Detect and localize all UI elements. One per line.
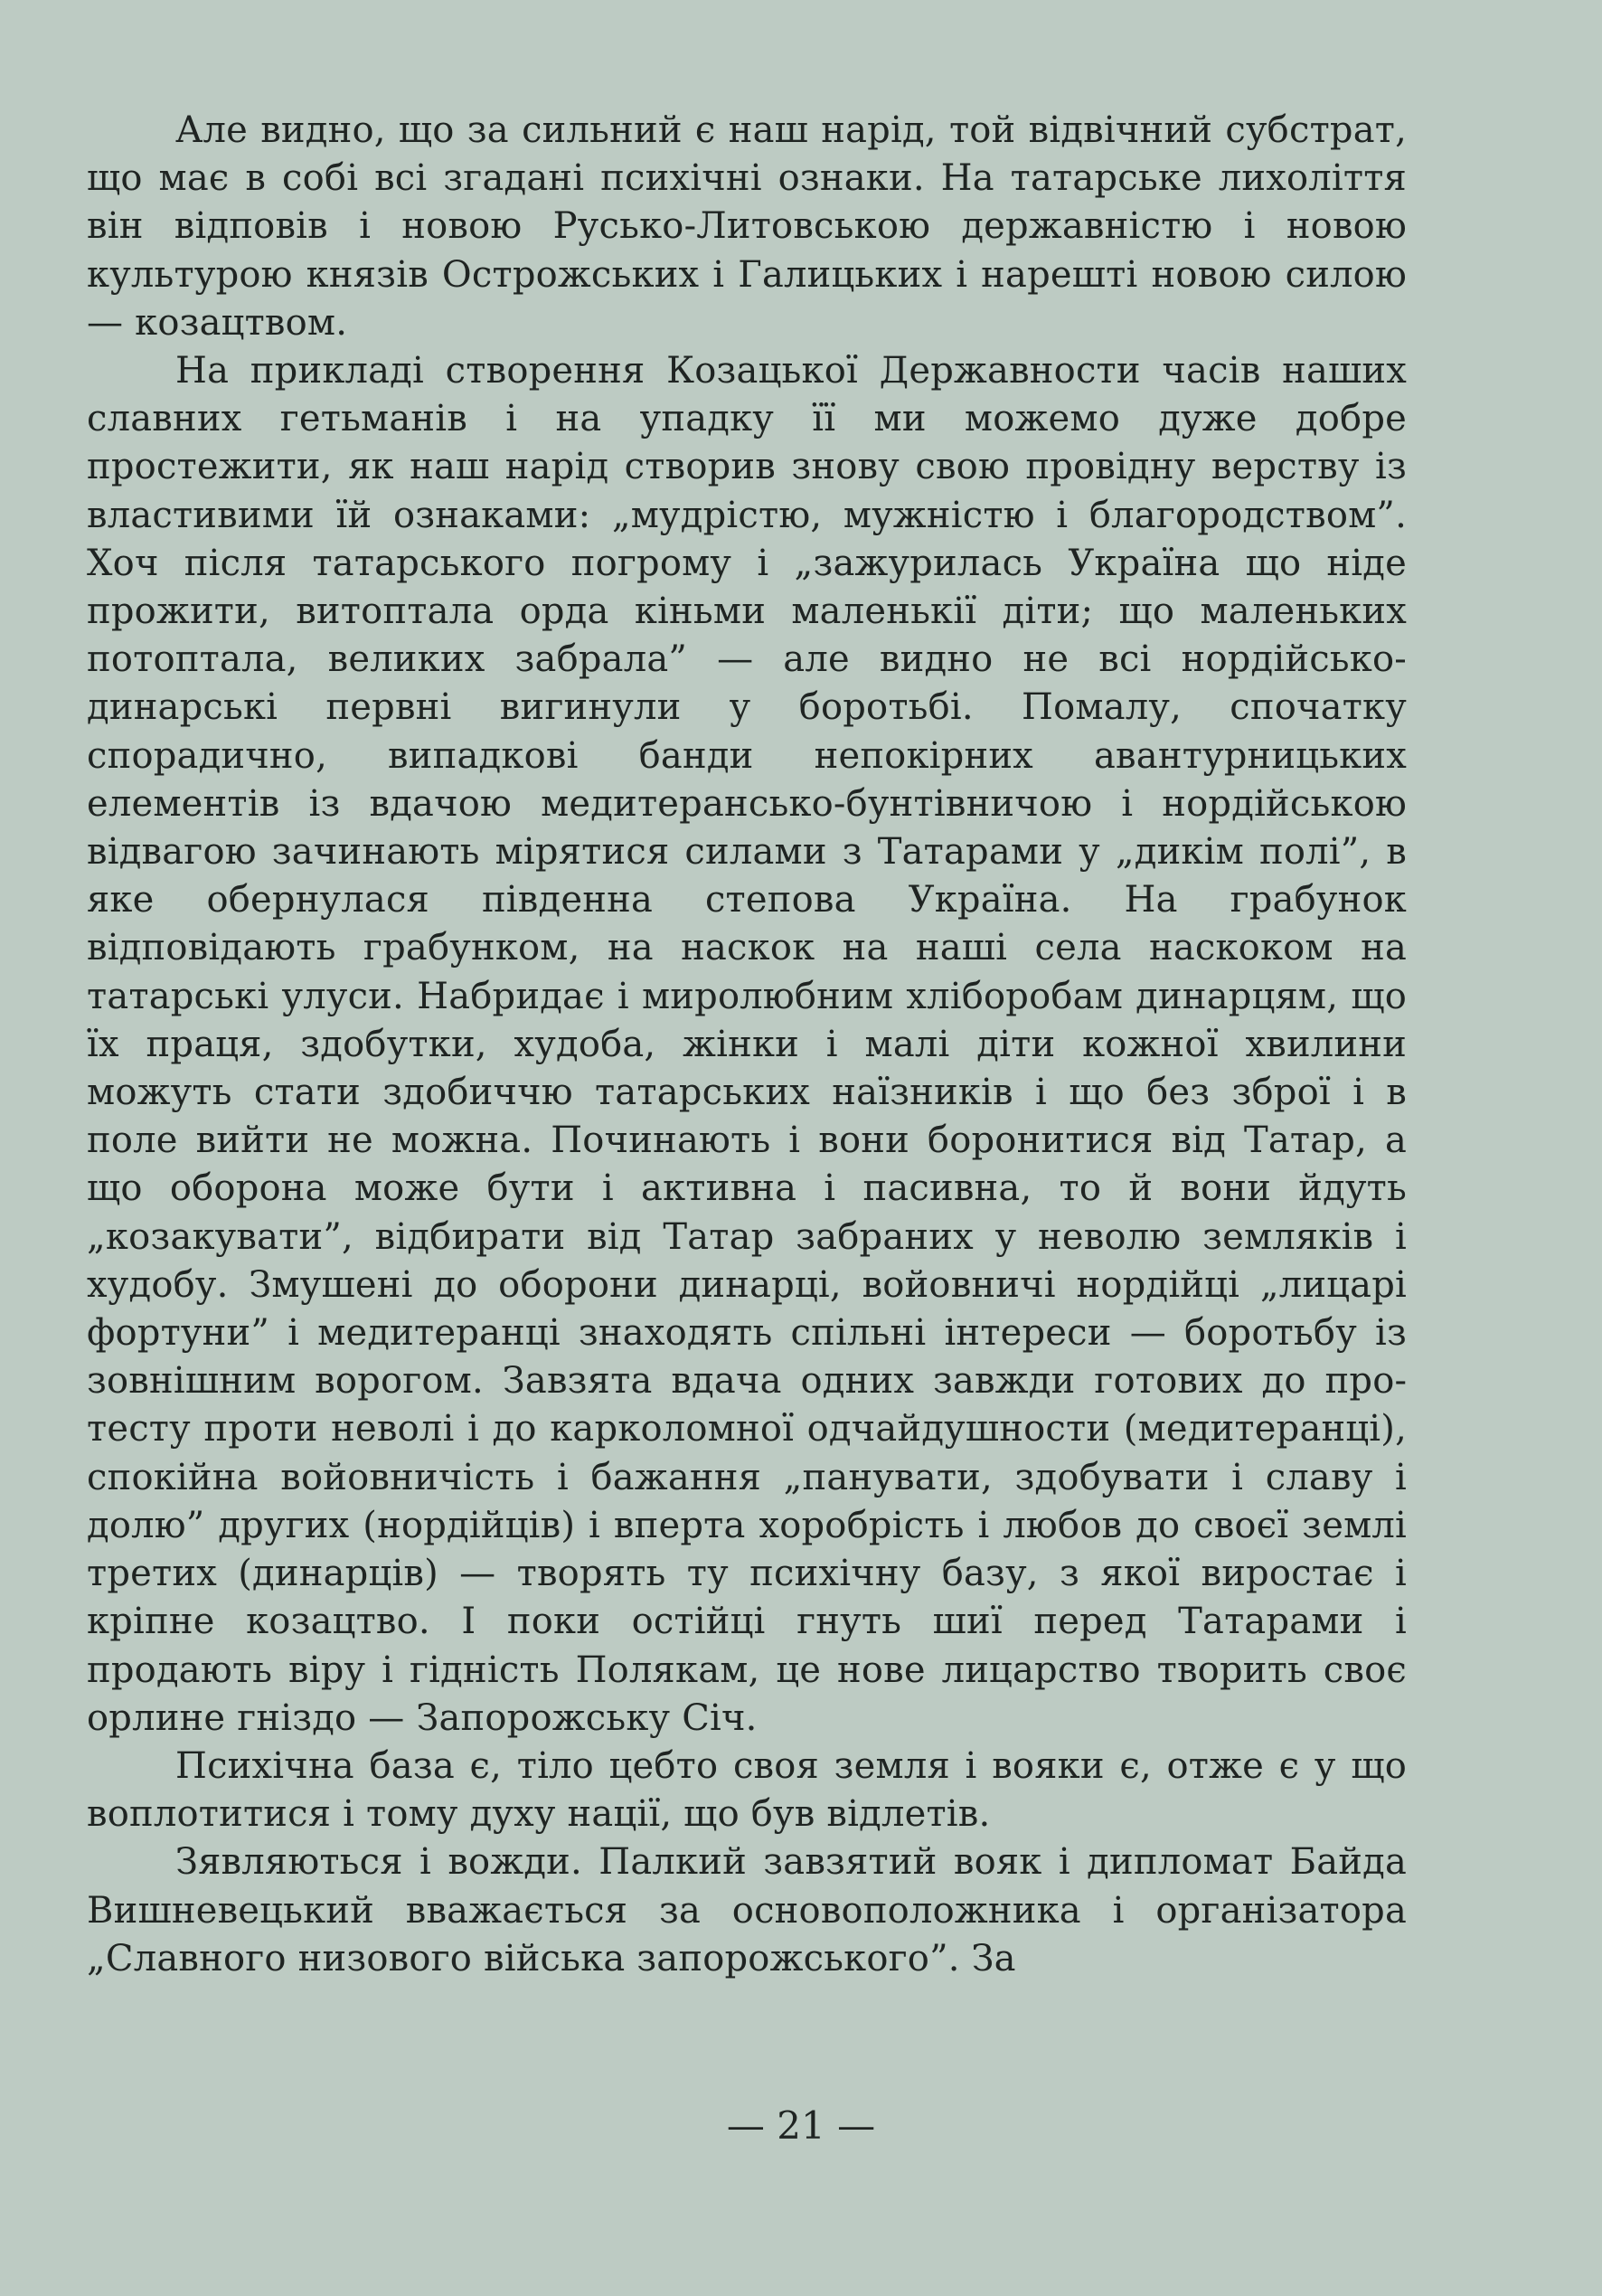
paragraph-2: На прикладі створення Козацької Державности часів наших славних гетьманів і на упадку її ми можемо дуже добре простежити, як наш нарід створив знову свою провідну верству із властивими їй ознаками: „мудрістю, мужністю і благородством”. Хоч після татарського погрому і „зажурилась Україна що ніде прожити, витоптала орда кіньми маленькії діти; що маленьких потоптала, великих забрала” — але видно не всі нордійсько-динарські первні вигинули у боротьбі. Помалу, спочатку спорадично, випадкові банди непокірних авантурницьких елементів із вдачою медитерансько-бунтівничою і нордійською відвагою зачинають мірятися силами з Татарами у „дикім полі”, в яке обернулася південна степова Україна. На грабунок відповідають грабунком, на наскок на наші села наскоком на татарські улуси. Набридає і миролюбним хліборобам динарцям, що їх праця, здобутки, худоба, жінки і малі діти кожної хвилини можуть стати здобиччю татарських наїзників і що без зброї і в поле вийти не можна. Починають і вони боронитися від Татар, а що оборона може бути і активна і пасивна, то й вони йдуть „козакувати”, відбирати від Татар забраних у неволю земляків і худобу. Змушені до оборони динарці, войовничі нордійці „лицарі фортуни” і медитеранці знаходять спільні інтереси — боротьбу із зовнішним ворогом. Завзята вдача одних завжди готових до протесту проти неволі і до карколомної одчайдушности (медитеранці), спокійна войовничість і бажання „панувати, здобувати і славу і долю” других (нордійців) і вперта хоробрість і любов до своєї землі третих (динарців) — творять ту психічну базу, з якої виростає і кріпне козацтво. І поки остійці гнуть шиї перед Татарами і продають віру і гідність Полякам, це нове лицарство творить своє орлине гніздо — Запорожську Січ. [87,350,1407,1739]
paragraph-1: Але видно, що за сильний є наш нарід, той відвічний субстрат, що має в собі всі згадані психічні ознаки. На татарське лихоліття він відповів і новою Русько-Литовською державністю і новою культурою князів Острожських і Галицьких і нарешті новою силою — козацтвом. [87,109,1407,344]
body-text [87,107,1407,1983]
page-number: — 21 — [726,2103,876,2148]
paragraph-3: Психічна база є, тіло цебто своя земля і вояки є, отже є у що воплотитися і тому духу нації, що був відлетів. [87,1744,1407,1836]
paragraph-4: Зявляються і вожди. Палкий завзятий вояк і дипломат Байда Вишневецький вважається за основоположника і організатора „Славного низового війська запорожського”. За [87,1841,1407,1979]
